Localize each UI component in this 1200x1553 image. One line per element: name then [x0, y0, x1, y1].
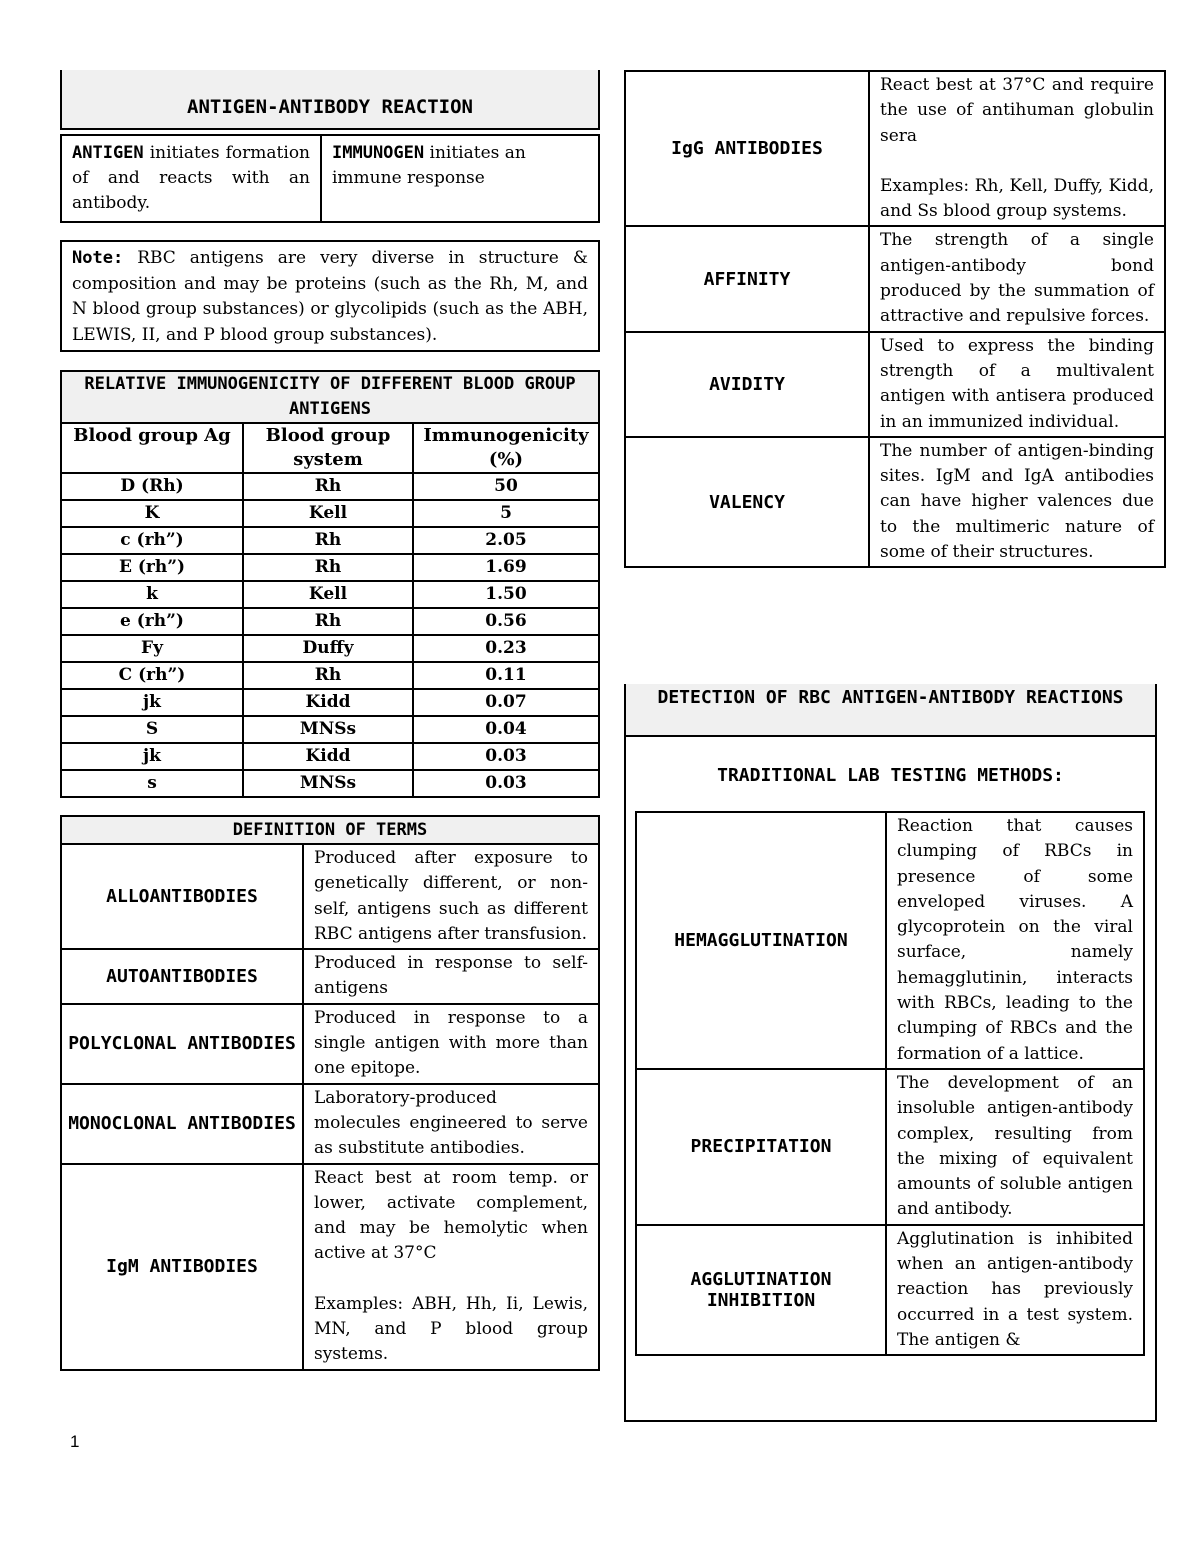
- method-label: PRECIPITATION: [636, 1069, 886, 1225]
- method-label: HEMAGGLUTINATION: [636, 812, 886, 1069]
- antigen-term: ANTIGEN: [72, 143, 144, 163]
- term-row: [61, 1004, 599, 1084]
- method-description: Reaction that causes clumping of RBCs in presence of some enveloped viruses. A glycoprotein on the viral surface, namely hemagglutinin, interacts with RBCs, leading to the clumping of RBCs and the formation of a lattice.: [886, 812, 1144, 1069]
- property-description: The strength of a single antigen-antibody bond produced by the summation of attractive and repulsive forces.: [869, 226, 1165, 331]
- immunogenicity-cell: 0.23: [413, 635, 599, 662]
- table-row: [61, 716, 599, 743]
- blood-group-system-cell: Rh: [243, 527, 413, 554]
- immunogenicity-cell: 0.56: [413, 608, 599, 635]
- property-description: The number of antigen-binding sites. IgM and IgA antibodies can have higher valences due to the multimeric nature of some of their structures.: [869, 437, 1165, 567]
- antigen-text: initiates formation of and reacts with an antibody.: [72, 143, 311, 213]
- definition-of-terms-table: [60, 815, 600, 1371]
- term-row: [61, 949, 599, 1004]
- blood-group-ag-cell: E (rh”): [61, 554, 243, 581]
- page-number: 1: [70, 1432, 80, 1451]
- property-row: [625, 71, 1165, 226]
- method-row: [636, 812, 1144, 1069]
- table-row: [61, 554, 599, 581]
- table-row: [61, 662, 599, 689]
- blood-group-ag-cell: K: [61, 500, 243, 527]
- immunogen-text: initiates an immune response: [332, 143, 526, 188]
- antibody-properties-table: [624, 70, 1166, 568]
- term-row: [61, 1164, 599, 1370]
- term-description-text: React best at room temp. or lower, activate complement, and may be hemolytic when active at 37°C: [314, 1167, 588, 1264]
- table-row: [61, 743, 599, 770]
- antigen-definition-cell: [61, 135, 321, 222]
- immunogenicity-cell: 2.05: [413, 527, 599, 554]
- blood-group-ag-cell: c (rh”): [61, 527, 243, 554]
- immunogenicity-title: RELATIVE IMMUNOGENICITY OF DIFFERENT BLOOD GROUP ANTIGENS: [61, 371, 599, 423]
- method-description: Agglutination is inhibited when an antigen-antibody reaction has previously occurred in a test system. The antigen &: [886, 1225, 1144, 1355]
- term-label: AUTOANTIBODIES: [61, 949, 303, 1004]
- term-description: Laboratory-produced molecules engineered to serve as substitute antibodies.: [303, 1084, 599, 1164]
- table-row: [61, 473, 599, 500]
- method-description: The development of an insoluble antigen-antibody complex, resulting from the mixing of equivalent amounts of soluble antigen and antibody.: [886, 1069, 1144, 1225]
- term-description: [303, 1164, 599, 1370]
- blood-group-system-cell: Kidd: [243, 743, 413, 770]
- property-label: AFFINITY: [625, 226, 869, 331]
- detection-title: DETECTION OF RBC ANTIGEN-ANTIBODY REACTIONS: [626, 684, 1155, 737]
- antigen-immunogen-table: [60, 134, 600, 223]
- term-label: POLYCLONAL ANTIBODIES: [61, 1004, 303, 1084]
- blood-group-ag-cell: jk: [61, 743, 243, 770]
- immunogenicity-cell: 1.50: [413, 581, 599, 608]
- table-row: [61, 770, 599, 797]
- method-row: [636, 1069, 1144, 1225]
- immunogenicity-cell: 0.11: [413, 662, 599, 689]
- immunogenicity-cell: 50: [413, 473, 599, 500]
- blood-group-system-cell: Kidd: [243, 689, 413, 716]
- property-label: IgG ANTIBODIES: [625, 71, 869, 226]
- column-header: Blood group Ag: [61, 423, 243, 473]
- lab-methods-table: [635, 811, 1145, 1356]
- blood-group-ag-cell: C (rh”): [61, 662, 243, 689]
- property-description-text: React best at 37°C and require the use of antihuman globulin sera: [880, 75, 1154, 146]
- method-row: [636, 1225, 1144, 1355]
- property-row: [625, 332, 1165, 437]
- terms-title: DEFINITION OF TERMS: [61, 816, 599, 844]
- blood-group-ag-cell: e (rh”): [61, 608, 243, 635]
- table-row: [61, 689, 599, 716]
- blood-group-ag-cell: s: [61, 770, 243, 797]
- immunogenicity-cell: 0.03: [413, 770, 599, 797]
- immunogenicity-cell: 0.04: [413, 716, 599, 743]
- immunogenicity-cell: 0.07: [413, 689, 599, 716]
- blood-group-system-cell: Kell: [243, 581, 413, 608]
- blood-group-ag-cell: D (Rh): [61, 473, 243, 500]
- table-row: [61, 527, 599, 554]
- term-row: [61, 1084, 599, 1164]
- immunogenicity-cell: 0.03: [413, 743, 599, 770]
- table-row: [61, 635, 599, 662]
- property-row: [625, 437, 1165, 567]
- immunogen-definition-cell: [321, 135, 599, 222]
- blood-group-system-cell: Rh: [243, 554, 413, 581]
- blood-group-system-cell: Rh: [243, 662, 413, 689]
- property-description: [869, 71, 1165, 226]
- blood-group-system-cell: Kell: [243, 500, 413, 527]
- immunogenicity-cell: 5: [413, 500, 599, 527]
- immunogen-term: IMMUNOGEN: [332, 143, 425, 163]
- blood-group-system-cell: Rh: [243, 473, 413, 500]
- detection-subtitle: TRADITIONAL LAB TESTING METHODS:: [717, 765, 1064, 786]
- note-box: [60, 240, 600, 352]
- property-examples: Examples: Rh, Kell, Duffy, Kidd, and Ss blood group systems.: [880, 175, 1154, 222]
- blood-group-system-cell: Rh: [243, 608, 413, 635]
- column-header: Immunogenicity (%): [413, 423, 599, 473]
- term-label: ALLOANTIBODIES: [61, 844, 303, 949]
- blood-group-ag-cell: S: [61, 716, 243, 743]
- term-label: IgM ANTIBODIES: [61, 1164, 303, 1370]
- blood-group-ag-cell: jk: [61, 689, 243, 716]
- method-label: AGGLUTINATION INHIBITION: [636, 1225, 886, 1355]
- term-examples: Examples: ABH, Hh, Ii, Lewis, MN, and P blood group systems.: [314, 1293, 588, 1365]
- blood-group-ag-cell: Fy: [61, 635, 243, 662]
- column-header: Blood group system: [243, 423, 413, 473]
- property-label: AVIDITY: [625, 332, 869, 437]
- blood-group-system-cell: MNSs: [243, 770, 413, 797]
- immunogenicity-cell: 1.69: [413, 554, 599, 581]
- property-row: [625, 226, 1165, 331]
- blood-group-ag-cell: k: [61, 581, 243, 608]
- table-row: [61, 581, 599, 608]
- property-label: VALENCY: [625, 437, 869, 567]
- immunogenicity-table: [60, 370, 600, 798]
- blood-group-system-cell: MNSs: [243, 716, 413, 743]
- property-description: Used to express the binding strength of a multivalent antigen with antisera produced in an immunized individual.: [869, 332, 1165, 437]
- term-label: MONOCLONAL ANTIBODIES: [61, 1084, 303, 1164]
- term-description: Produced after exposure to genetically different, or non-self, antigens such as different RBC antigens after transfusion.: [303, 844, 599, 949]
- term-row: [61, 844, 599, 949]
- note-label: Note:: [72, 248, 124, 268]
- blood-group-system-cell: Duffy: [243, 635, 413, 662]
- term-description: Produced in response to a single antigen with more than one epitope.: [303, 1004, 599, 1084]
- table-row: [61, 500, 599, 527]
- table-row: [61, 608, 599, 635]
- section-title-antigen-antibody: ANTIGEN-ANTIBODY REACTION: [60, 70, 600, 130]
- term-description: Produced in response to self-antigens: [303, 949, 599, 1004]
- note-text: RBC antigens are very diverse in structure & composition and may be proteins (such as the Rh, M, and N blood group substances) or glycolipids (such as the ABH, LEWIS, II, and P blood group substances).: [72, 248, 588, 345]
